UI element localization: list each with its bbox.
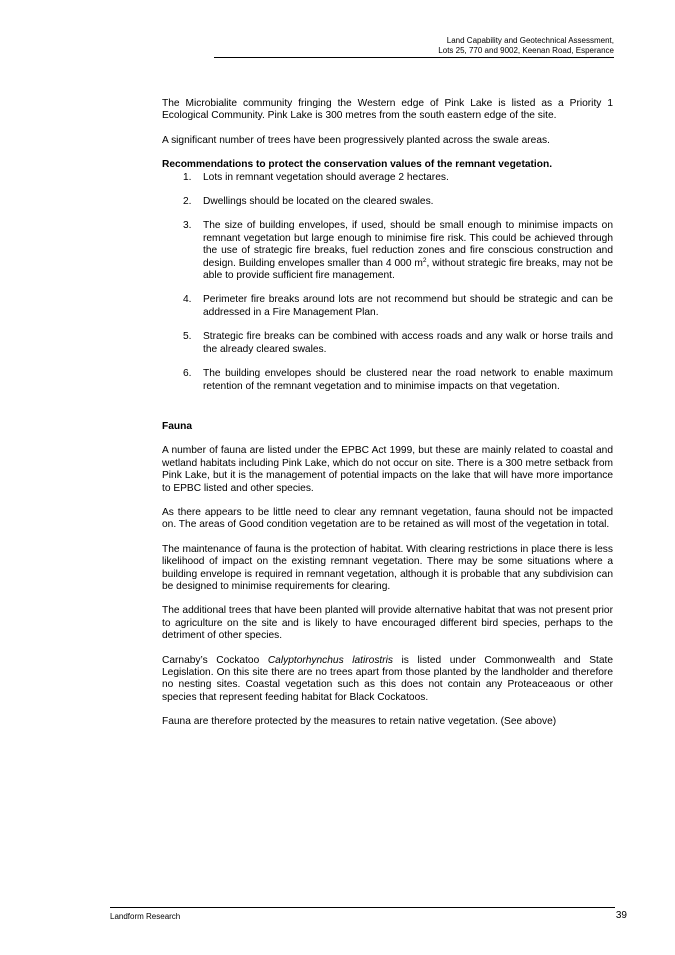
list-item-text: Lots in remnant vegetation should average 2 hectares. <box>203 171 449 183</box>
header-line-2: Lots 25, 770 and 9002, Keenan Road, Esperance <box>438 46 614 55</box>
intro-paragraph: The Microbialite community fringing the Western edge of Pink Lake is listed as a Priority 1 Ecological Community. Pink Lake is 300 metres from the south eastern edge of the site. <box>162 98 613 122</box>
cockatoo-text: is listed under Commonwealth and State Legislation. On this site there are no trees apart from those planted by the landholder and therefore no nesting sites. Coastal vegetation such as this does not contain any Proteaceaous or other species that represent feeding habitat for Black Cockatoos. <box>162 654 613 703</box>
fauna-paragraph: The maintenance of fauna is the protection of habitat. With clearing restrictions in place there is less likelihood of impact on the existing remnant vegetation. There may be some situations where a building envelope is required in remnant vegetation, although it is probable that any subdivision can be designed to minimise requirements for clearing. <box>162 543 613 592</box>
species-name: Calyptorhynchus latirostris <box>267 654 393 666</box>
fauna-section <box>162 421 613 729</box>
page-header <box>214 36 614 58</box>
list-item <box>162 172 613 184</box>
list-item-number: 5. <box>183 331 192 343</box>
section-heading: Fauna <box>162 420 193 432</box>
superscript: 2 <box>422 256 427 264</box>
list-item-text: The building envelopes should be clustered near the road network to enable maximum retention of the remnant vegetation and to minimise impacts on that vegetation. <box>203 368 613 392</box>
list-item-text: Strategic fire breaks can be combined with access roads and any walk or horse trails and the already cleared swales. <box>203 331 613 355</box>
list-item <box>162 331 613 356</box>
list-item-text: The size of building envelopes, if used, should be small enough to minimise impacts on remnant vegetation but large enough to minimise fire risk. This could be achieved through the use of strategic fire breaks, fuel reduction zones and fire conscious construction and design. Building envelopes smaller than 4 000 m <box>203 220 613 269</box>
list-item <box>162 196 613 208</box>
list-item <box>162 294 613 319</box>
fauna-paragraph: A number of fauna are listed under the EPBC Act 1999, but these are mainly related to coastal and wetland habitats including Pink Lake, which do not occur on site. There is a 300 metre setback from Pink Lake, but it is the management of potential impacts on the lake that will have more importance to EPBC listed and other species. <box>162 445 613 494</box>
cockatoo-paragraph <box>162 655 613 705</box>
fauna-paragraph: The additional trees that have been planted will provide alternative habitat that was not present prior to agriculture on the site and is likely to have encouraged different bird species, perhaps to the detriment of other species. <box>162 605 613 642</box>
list-item <box>162 368 613 393</box>
list-item-number: 6. <box>183 368 192 380</box>
recommendations-list <box>162 172 613 393</box>
list-item-number: 2. <box>183 196 192 208</box>
intro-paragraph: A significant number of trees have been progressively planted across the swale areas. <box>162 134 550 146</box>
page-content <box>162 98 613 741</box>
list-item-text: Perimeter fire breaks around lots are not recommend but should be strategic and can be addressed in a Fire Management Plan. <box>203 294 613 318</box>
closing-paragraph: Fauna are therefore protected by the measures to retain native vegetation. (See above) <box>162 716 557 728</box>
list-item-text: , without strategic fire breaks, may not be able to provide sufficient fire management. <box>203 257 613 282</box>
header-line-1: Land Capability and Geotechnical Assessment, <box>446 36 614 45</box>
list-item-number: 4. <box>183 294 192 306</box>
footer-divider <box>110 907 615 908</box>
list-item <box>162 220 613 282</box>
cockatoo-text: Carnaby’s Cockatoo <box>162 654 268 666</box>
footer-organisation: Landform Research <box>110 912 181 921</box>
page-number: 39 <box>615 910 627 921</box>
list-item-number: 1. <box>183 171 192 183</box>
fauna-paragraph: As there appears to be little need to clear any remnant vegetation, fauna should not be impacted on. The areas of Good condition vegetation are to be retained as will most of the vegetation in total. <box>162 506 613 531</box>
recommendations-title: Recommendations to protect the conservation values of the remnant vegetation. <box>162 159 553 171</box>
list-item-text: Dwellings should be located on the cleared swales. <box>203 196 434 208</box>
list-item-number: 3. <box>183 220 192 232</box>
